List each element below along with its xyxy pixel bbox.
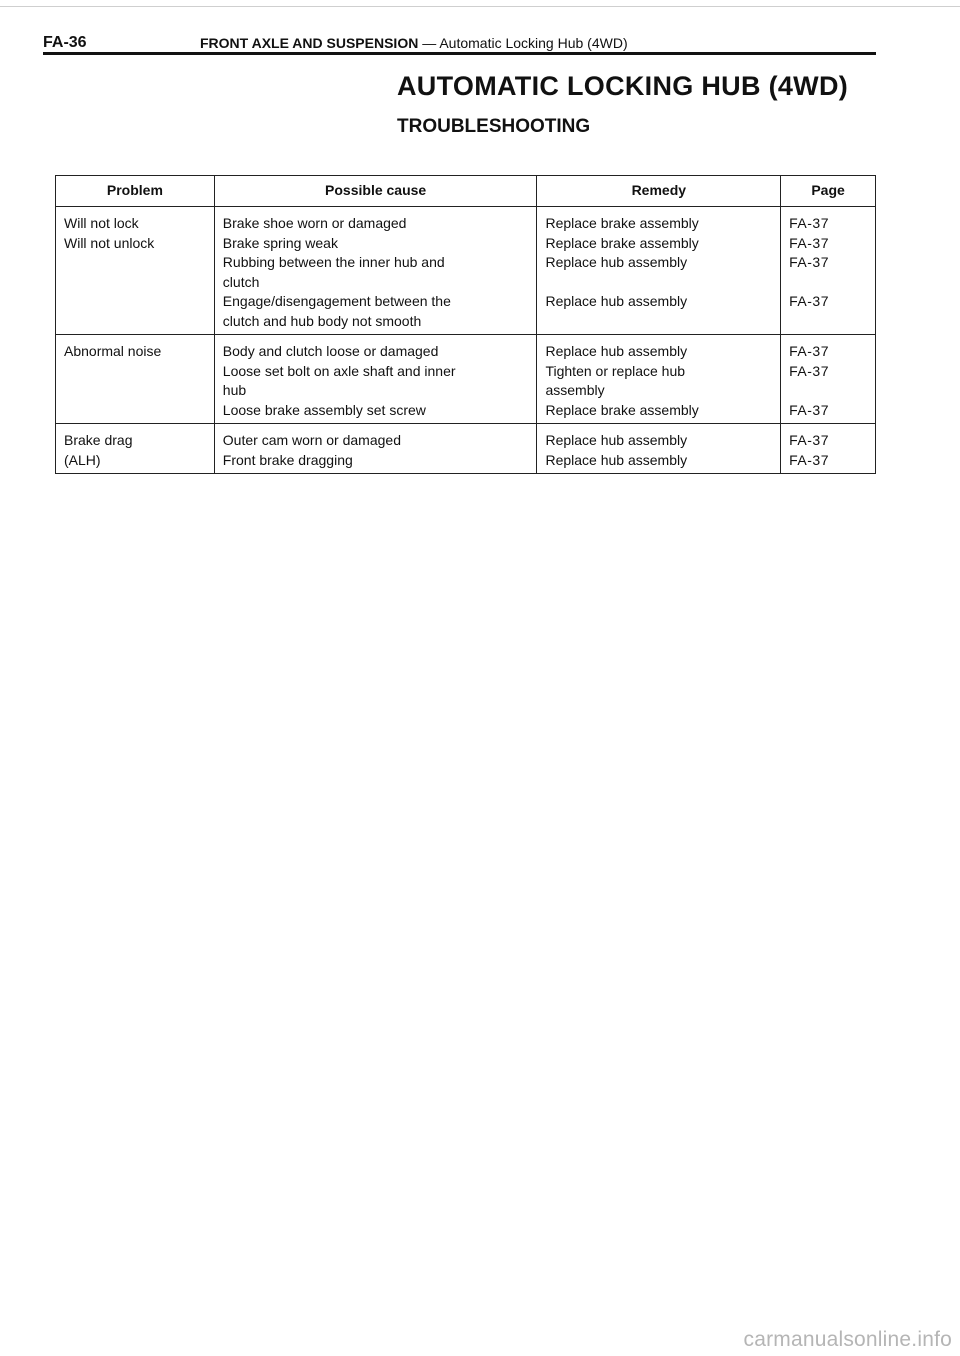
page-cell	[781, 335, 876, 424]
page-cell	[781, 424, 876, 474]
remedy-cell	[537, 207, 781, 335]
remedy-cell	[537, 424, 781, 474]
cause-line: Brake shoe worn or damaged	[222, 215, 407, 231]
cause-line: Loose set bolt on axle shaft and inner	[222, 362, 456, 379]
page-ref: FA-37	[789, 343, 829, 359]
header-page: Page	[781, 176, 876, 207]
problem-cell	[56, 424, 215, 474]
remedy-line: Replace hub assembly	[545, 254, 688, 270]
problem-line: Brake drag	[64, 432, 133, 448]
remedy-line: Replace hub assembly	[545, 293, 688, 309]
remedy-line: Replace hub assembly	[545, 451, 688, 468]
section-title	[200, 35, 628, 51]
remedy-line: assembly	[545, 382, 605, 398]
cause-cell	[214, 207, 537, 335]
cause-line: Loose brake assembly set screw	[222, 401, 426, 418]
cause-line: Engage/disengagement between the	[222, 293, 451, 309]
page-ref: FA-37	[789, 362, 829, 379]
page-cell	[781, 207, 876, 335]
cause-line: Body and clutch loose or damaged	[222, 343, 439, 359]
page-ref: FA-37	[789, 401, 829, 418]
blank-line	[789, 273, 868, 293]
remedy-line: Replace brake assembly	[545, 215, 699, 231]
table-header-row	[56, 176, 876, 207]
troubleshooting-table	[55, 175, 876, 474]
cause-line: Rubbing between the inner hub and	[222, 254, 445, 270]
cause-line: Outer cam worn or damaged	[222, 432, 401, 448]
cause-line: Brake spring weak	[222, 234, 338, 251]
problem-line: Abnormal noise	[64, 343, 162, 359]
problem-line: (ALH)	[64, 451, 101, 468]
remedy-line: Replace brake assembly	[545, 401, 699, 418]
page-title: AUTOMATIC LOCKING HUB (4WD)	[397, 71, 849, 101]
problem-cell	[56, 207, 215, 335]
watermark: carmanualsonline.info	[743, 1328, 952, 1351]
problem-line: Will not lock	[64, 215, 139, 231]
table-row	[56, 335, 876, 424]
page-ref: FA-37	[789, 234, 829, 251]
header-problem: Problem	[56, 176, 215, 207]
top-rule	[0, 6, 960, 7]
cause-line: Front brake dragging	[222, 451, 353, 468]
blank-line	[789, 381, 868, 401]
page-ref: FA-37	[789, 451, 829, 468]
remedy-cell	[537, 335, 781, 424]
header-rule	[43, 52, 876, 55]
header-possible-cause: Possible cause	[214, 176, 537, 207]
page-ref: FA-37	[789, 215, 829, 231]
remedy-line: Replace hub assembly	[545, 343, 688, 359]
header-remedy: Remedy	[537, 176, 781, 207]
remedy-line: Replace hub assembly	[545, 432, 688, 448]
page-subtitle: TROUBLESHOOTING	[397, 116, 591, 137]
cause-line: clutch and hub body not smooth	[222, 312, 422, 329]
remedy-line: Replace brake assembly	[545, 234, 699, 251]
cause-line: clutch	[222, 273, 260, 290]
blank-line	[545, 273, 773, 293]
page-ref: FA-37	[789, 432, 829, 448]
section-title-rest: — Automatic Locking Hub (4WD)	[422, 35, 628, 51]
problem-line: Will not unlock	[64, 234, 155, 251]
remedy-line: Tighten or replace hub	[545, 362, 686, 379]
cause-line: hub	[222, 382, 247, 398]
table-row	[56, 207, 876, 335]
section-title-bold: FRONT AXLE AND SUSPENSION	[200, 35, 419, 51]
page-ref: FA-37	[789, 254, 829, 270]
table-row	[56, 424, 876, 474]
page-code: FA-36	[43, 34, 87, 51]
problem-cell	[56, 335, 215, 424]
cause-cell	[214, 424, 537, 474]
cause-cell	[214, 335, 537, 424]
page-ref: FA-37	[789, 293, 829, 309]
